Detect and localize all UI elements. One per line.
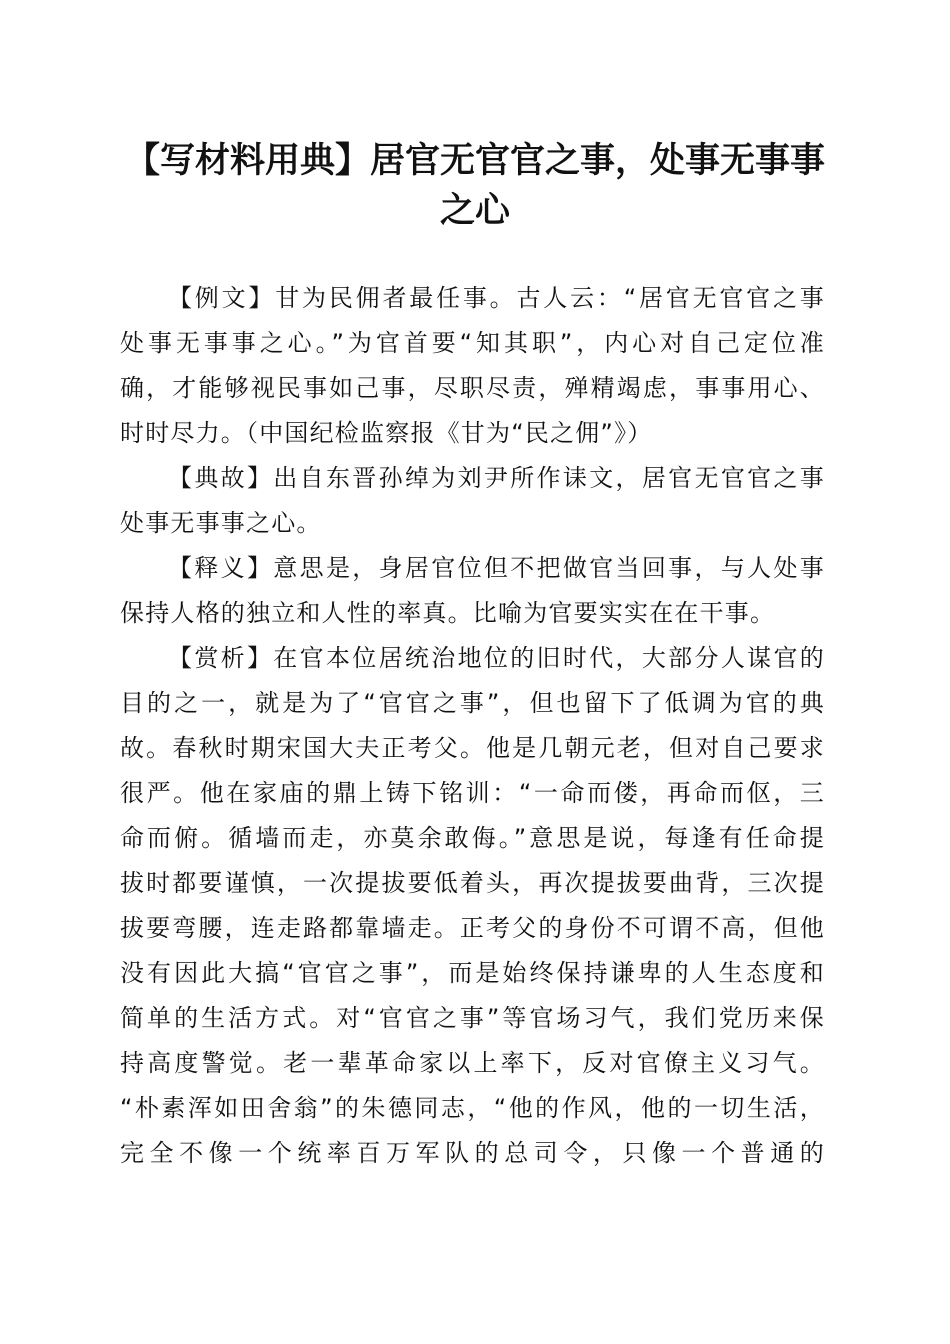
text-line: 处事无事事之心。 [120,509,322,537]
text-line: 简单的生活方式。对“官官之事”等官场习气，我们党历来保 [120,1004,825,1032]
text-line: 【赏析】在官本位居统治地位的旧时代，大部分人谋官的 [168,644,825,672]
text-line: “朴素浑如田舍翁”的朱德同志，“他的作风，他的一切生活， [120,1094,825,1122]
paragraph-allusion [120,456,825,546]
text-line: 时时尽力。（中国纪检监察报《甘为“民之佣”》） [120,419,653,447]
paragraph-example [120,276,825,456]
text-line: 持高度警觉。老一辈革命家以上率下，反对官僚主义习气。 [120,1049,825,1077]
text-line: 目的之一，就是为了“官官之事”，但也留下了低调为官的典 [120,689,825,717]
text-line: 【典故】出自东晋孙绰为刘尹所作诔文，居官无官官之事 [168,464,825,492]
paragraph-appreciation [120,636,825,1176]
text-line: 很严。他在家庙的鼎上铸下铭训：“一命而偻，再命而伛，三 [120,779,825,807]
text-line: 拔要弯腰，连走路都靠墙走。正考父的身份不可谓不高，但他 [120,914,825,942]
text-line: 【例文】甘为民佣者最任事。古人云：“居官无官官之事 [168,284,825,312]
text-line: 故。春秋时期宋国大夫正考父。他是几朝元老，但对自己要求 [120,734,825,762]
text-line: 确，才能够视民事如己事，尽职尽责，殚精竭虑，事事用心、 [120,374,825,402]
text-line: 保持人格的独立和人性的率真。比喻为官要实实在在干事。 [120,599,776,627]
paragraph-meaning [120,546,825,636]
document-body [120,276,825,1176]
text-line: 拔时都要谨慎，一次提拔要低着头，再次提拔要曲背，三次提 [120,869,825,897]
document-title: 【写材料用典】居官无官官之事，处事无事事之心 [124,140,825,231]
text-line: 处事无事事之心。”为官首要“知其职”，内心对自己定位准 [120,329,825,357]
text-line: 【释义】意思是，身居官位但不把做官当回事，与人处事 [168,554,825,582]
text-line: 完全不像一个统率百万军队的总司令，只像一个普通的 [120,1139,825,1167]
text-line: 没有因此大搞“官官之事”，而是始终保持谦卑的人生态度和 [120,959,825,987]
text-line: 命而俯。循墙而走，亦莫余敢侮。”意思是说，每逢有任命提 [120,824,825,852]
